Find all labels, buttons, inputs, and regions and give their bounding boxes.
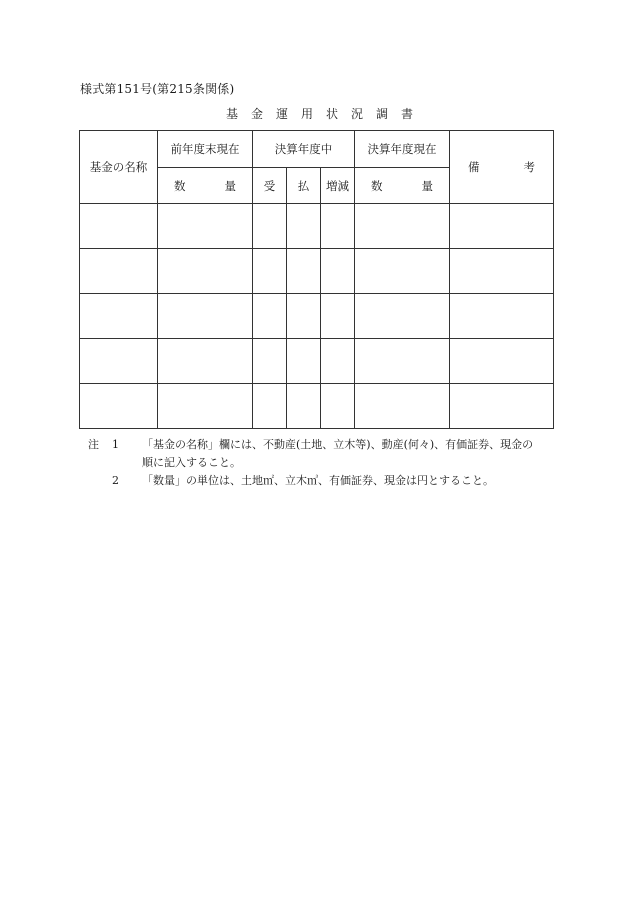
note-item [88,436,558,454]
table-cell[interactable] [287,384,321,429]
table-cell[interactable] [253,339,287,384]
note-text: 「基金の名称」欄には、不動産(土地、立木等)、動産(何々)、有価証券、現金の [142,438,534,451]
table-cell[interactable] [321,339,355,384]
header-during-year: 決算年度中 [253,131,355,168]
subheader-current-quantity: 数 量 [355,168,450,204]
note-text: 「数量」の単位は、土地㎡、立木㎥、有価証券、現金は円とすること。 [142,474,494,487]
table-cell[interactable] [253,294,287,339]
table-row [80,294,554,339]
table-cell[interactable] [450,339,554,384]
table-cell[interactable] [355,384,450,429]
header-prev-year-end: 前年度末現在 [158,131,253,168]
table-cell[interactable] [158,204,253,249]
header-current-year: 決算年度現在 [355,131,450,168]
table-cell[interactable] [80,339,158,384]
table-cell[interactable] [321,294,355,339]
header-fund-name: 基金の名称 [80,131,158,204]
table-cell[interactable] [253,204,287,249]
table-row [80,249,554,294]
table-cell[interactable] [355,249,450,294]
note-continuation: 順に記入すること。 [142,456,241,469]
table-cell[interactable] [321,249,355,294]
table-cell[interactable] [287,204,321,249]
table-row [80,339,554,384]
note-number: 2 [112,474,119,487]
table-cell[interactable] [450,384,554,429]
table-cell[interactable] [321,384,355,429]
table-cell[interactable] [158,384,253,429]
table-cell[interactable] [158,249,253,294]
table-cell[interactable] [355,339,450,384]
table-row [80,204,554,249]
table-row [80,384,554,429]
document-title: 基金運用状況調書 [225,107,426,121]
table-cell[interactable] [80,204,158,249]
subheader-pay: 払 [287,168,321,204]
subheader-receive: 受 [253,168,287,204]
note-item [88,472,558,490]
table-cell[interactable] [253,249,287,294]
table-cell[interactable] [287,294,321,339]
table-cell[interactable] [253,384,287,429]
table-cell[interactable] [450,294,554,339]
table-cell[interactable] [355,204,450,249]
form-number: 様式第151号(第215条関係) [80,82,235,96]
header-remarks: 備 考 [450,131,554,204]
table-cell[interactable] [80,384,158,429]
note-number: 1 [112,438,119,451]
table-cell[interactable] [80,294,158,339]
table-cell[interactable] [321,204,355,249]
table-cell[interactable] [80,249,158,294]
notes-section [88,436,558,490]
subheader-change: 増減 [321,168,355,204]
table-cell[interactable] [158,294,253,339]
table-cell[interactable] [287,249,321,294]
table-cell[interactable] [450,249,554,294]
table-cell[interactable] [355,294,450,339]
subheader-prev-quantity: 数 量 [158,168,253,204]
fund-status-table [79,130,554,429]
table-cell[interactable] [450,204,554,249]
table-cell[interactable] [287,339,321,384]
notes-label: 注 [88,438,99,451]
table-cell[interactable] [158,339,253,384]
